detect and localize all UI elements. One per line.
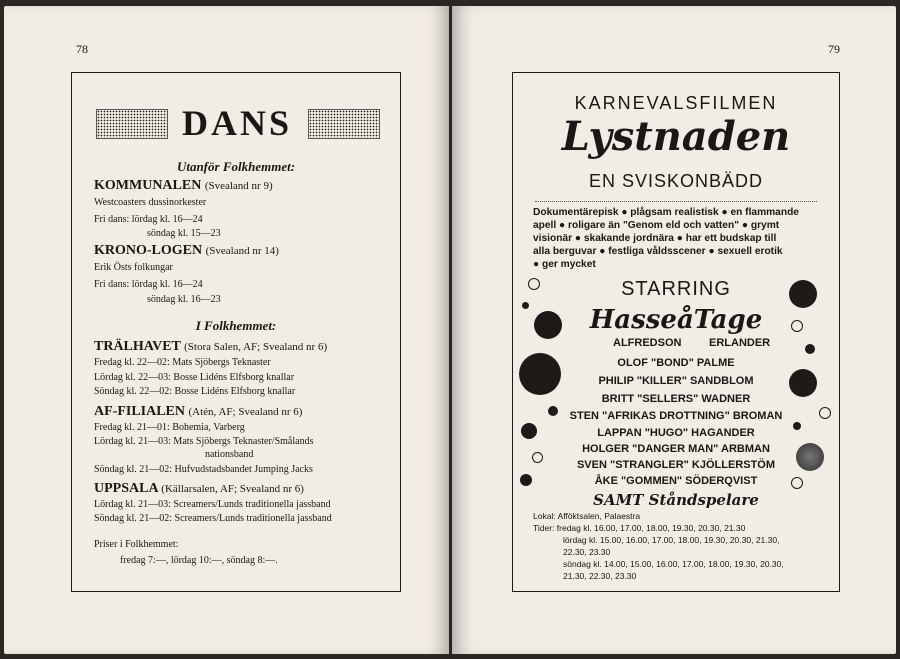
dot-ornament <box>519 353 561 395</box>
venue-name: KRONO-LOGEN <box>94 243 203 258</box>
description-line: ● ger mycket <box>533 259 596 270</box>
dance-listing-frame <box>71 72 401 592</box>
schedule-line: Lördag kl. 21—03: Mats Sjöbergs Teknaster/Smålands <box>94 436 314 447</box>
divider <box>535 201 817 202</box>
showtimes-line: Tider: fredag kl. 16.00, 17.00, 18.00, 19.30, 20.30, 21.30 <box>533 523 746 533</box>
star-name: HasseåTage <box>589 305 763 335</box>
schedule-line: Söndag kl. 22—02: Bosse Lidéns Elfsborg knallar <box>94 386 296 397</box>
cast-member: ÅKE "GOMMEN" SÖDERQVIST <box>594 475 758 487</box>
page-number: 79 <box>828 42 840 56</box>
cast-member: OLOF "BOND" PALME <box>617 357 735 369</box>
film-kicker: KARNEVALSFILMEN <box>574 93 778 113</box>
venue-af-filialen <box>94 404 302 420</box>
venue-name: UPPSALA <box>94 481 158 496</box>
cast-member: SVEN "STRANGLER" KJÖLLERSTÖM <box>576 459 776 471</box>
ring-ornament <box>791 477 803 489</box>
schedule-line: Fredag kl. 21—01: Bohemia, Varberg <box>94 422 245 433</box>
checker-ornament-left <box>96 109 168 139</box>
showtimes-line: 22.30, 23.30 <box>563 547 611 557</box>
dot-ornament <box>520 474 532 486</box>
schedule-line: söndag kl. 16—23 <box>147 294 221 305</box>
venue-name: AF-FILIALEN <box>94 404 186 419</box>
page-number: 78 <box>76 42 88 56</box>
schedule-line: Fredag kl. 22—02: Mats Sjöbergs Teknaster <box>94 357 271 368</box>
band-name: Westcoasters dussinorkester <box>94 197 207 208</box>
dot-ornament <box>548 406 558 416</box>
venue-kommunalen <box>94 178 273 194</box>
starring-heading: STARRING <box>621 278 731 300</box>
venue-detail: (Atén, AF; Svealand nr 6) <box>188 406 303 418</box>
schedule-line: Lördag kl. 21—03: Screamers/Lunds traditionella jassband <box>94 499 331 510</box>
schedule-line: Söndag kl. 21—02: Hufvudstadsbandet Jumping Jacks <box>94 464 313 475</box>
film-ad-frame <box>512 72 840 592</box>
description-line: apell ● roligare än "Genom eld och vatten" ● grymt <box>533 220 780 231</box>
film-title: Lystnaden <box>561 113 791 160</box>
cast-member: PHILIP "KILLER" SANDBLOM <box>598 375 754 387</box>
venue-name: TRÄLHAVET <box>94 339 181 354</box>
venue-uppsala <box>94 481 304 497</box>
dot-ornament <box>789 369 817 397</box>
showtimes-line: söndag kl. 14.00, 15.00, 16.00, 17.00, 18.00, 19.30, 20.30, <box>563 559 784 569</box>
location-line: Lokal: Afföktsalen, Palaestra <box>533 511 641 521</box>
band-name: Erik Östs folkungar <box>94 262 173 273</box>
ring-ornament <box>791 320 803 332</box>
section-heading-outside: Utanför Folkhemmet: <box>176 159 296 174</box>
right-page <box>452 6 896 654</box>
description-line: alla berguvar ● festliga våldsscener ● sexuell erotik <box>533 246 783 257</box>
schedule-line: Fri dans: lördag kl. 16—24 <box>94 279 203 290</box>
ring-ornament <box>532 452 543 463</box>
dot-ornament <box>796 443 824 471</box>
dot-ornament <box>793 422 801 430</box>
schedule-line: Fri dans: lördag kl. 16—24 <box>94 214 203 225</box>
dot-ornament <box>805 344 815 354</box>
film-subtitle: EN SVISKONBÄDD <box>588 171 764 191</box>
venue-tralhavet <box>94 339 327 355</box>
left-page <box>4 6 449 654</box>
venue-detail: (Stora Salen, AF; Svealand nr 6) <box>184 341 328 353</box>
dans-heading <box>72 103 400 143</box>
venue-detail: (Källarsalen, AF; Svealand nr 6) <box>161 483 304 495</box>
samt-line: SAMT Ståndspelare <box>593 491 759 509</box>
section-heading-inside: I Folkhemmet: <box>195 318 277 333</box>
page-title: DANS <box>181 103 292 143</box>
schedule-line: Söndag kl. 21—02: Screamers/Lunds traditionella jassband <box>94 513 332 524</box>
schedule-line: nationsband <box>205 449 254 460</box>
dot-ornament <box>534 311 562 339</box>
ring-ornament <box>528 278 540 290</box>
schedule-line: Lördag kl. 22—03: Bosse Lidéns Elfsborg knallar <box>94 372 295 383</box>
description-line: Dokumentärepisk ● plågsam realistisk ● en flammande <box>533 207 799 218</box>
checker-ornament-right <box>308 109 380 139</box>
description-line: visionär ● skakande jordnära ● har ett budskap till <box>533 233 777 244</box>
star-first: ALFREDSON <box>613 337 682 349</box>
venue-detail: (Svealand nr 9) <box>204 180 273 192</box>
venue-name: KOMMUNALEN <box>94 178 202 193</box>
schedule-line: söndag kl. 15—23 <box>147 228 221 239</box>
cast-member: BRITT "SELLERS" WADNER <box>601 393 751 405</box>
venue-detail: (Svealand nr 14) <box>205 245 279 257</box>
prices-label: Priser i Folkhemmet: <box>94 539 179 550</box>
cast-member: LAPPAN "HUGO" HAGANDER <box>597 427 755 439</box>
showtimes-line: 21.30, 22.30, 23.30 <box>563 571 637 581</box>
showtimes-line: lördag kl. 15.00, 16.00, 17.00, 18.00, 19.30, 20.30, 21.30, <box>563 535 780 545</box>
dot-ornament <box>789 280 817 308</box>
dot-ornament <box>521 423 537 439</box>
venue-krono-logen <box>94 243 279 259</box>
star-second: ERLANDER <box>709 337 771 349</box>
ring-ornament <box>819 407 831 419</box>
dot-ornament <box>522 302 529 309</box>
cast-member: HOLGER "DANGER MAN" ARBMAN <box>582 443 770 455</box>
prices: fredag 7:—, lördag 10:—, söndag 8:—. <box>120 555 278 566</box>
cast-member: STEN "AFRIKAS DROTTNING" BROMAN <box>569 410 783 422</box>
